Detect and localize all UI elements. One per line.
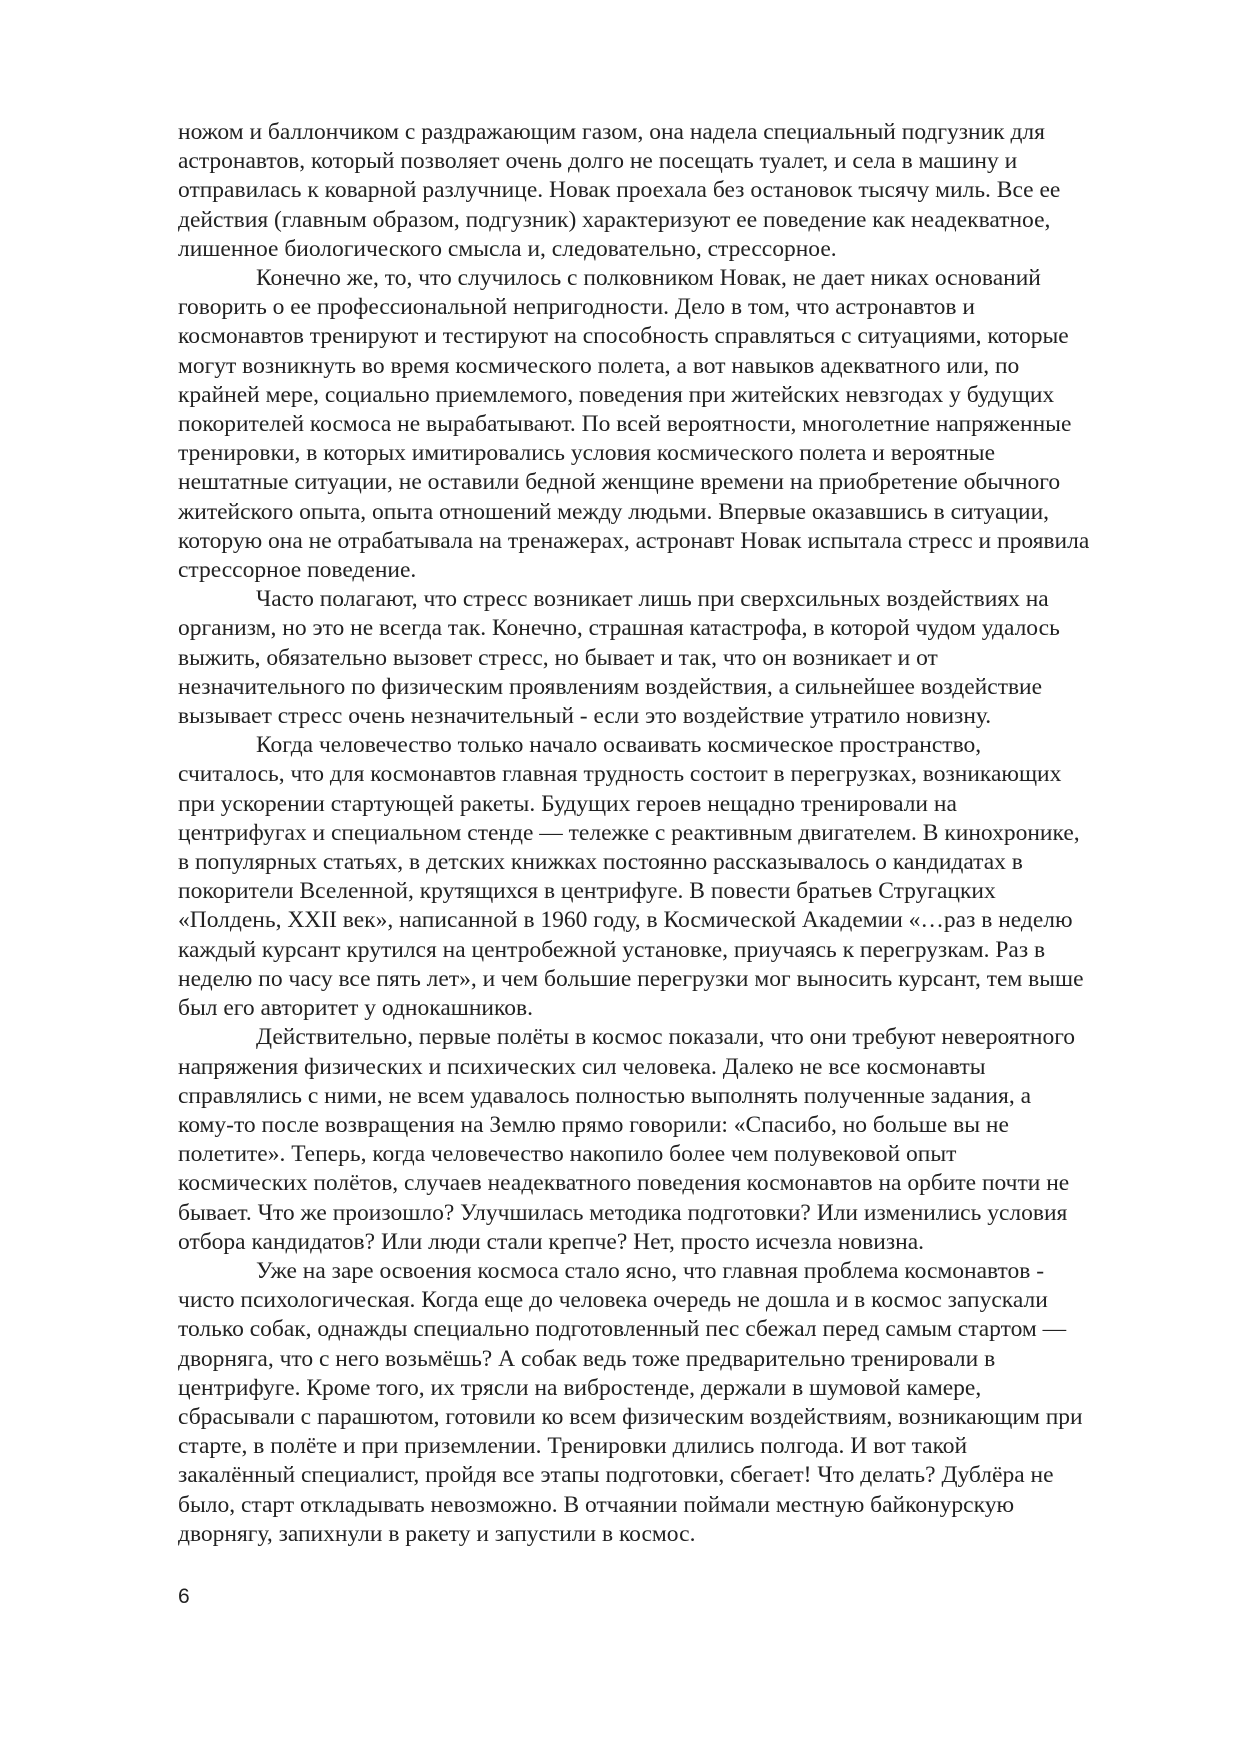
text-line: дворняга, что с него возьмёшь? А собак ведь тоже предварительно тренировали в [178,1345,996,1372]
text-line: бывает. Что же произошло? Улучшилась методика подготовки? Или изменились условия [178,1199,1068,1226]
text-line: крайней мере, социально приемлемого, поведения при житейских невзгодах у будущих [178,381,1055,408]
text-line: при ускорении стартующей ракеты. Будущих героев нещадно тренировали на [178,790,957,817]
paragraph [178,585,1158,731]
text-line: центрифуге. Кроме того, их трясли на вибростенде, держали в шумовой камере, [178,1374,982,1401]
text-line: считалось, что для космонавтов главная трудность состоит в перегрузках, возникающих [178,761,1062,788]
text-line: дворнягу, запихнули в ракету и запустили в космос. [178,1520,696,1547]
paragraph [178,118,1158,264]
text-line: отправилась к коварной разлучнице. Новак проехала без остановок тысячу миль. Все ее [178,177,1061,204]
text-line: Действительно, первые полёты в космос показали, что они требуют невероятного [256,1024,1076,1051]
text-line: кому-то после возвращения на Землю прямо говорили: «Спасибо, но больше вы не [178,1111,1009,1138]
text-line: лишенное биологического смысла и, следовательно, стрессорное. [178,235,837,262]
text-line: незначительного по физическим проявлениям воздействия, а сильнейшее воздействие [178,673,1043,700]
text-line: Часто полагают, что стресс возникает лишь при сверхсильных воздействиях на [256,586,1049,613]
text-line: говорить о ее профессиональной непригодности. Дело в том, что астронавтов и [178,294,975,321]
text-line: отбора кандидатов? Или люди стали крепче? Нет, просто исчезла новизна. [178,1228,925,1255]
paragraph [178,264,1158,585]
text-line: напряжения физических и психических сил человека. Далеко не все космонавты [178,1053,986,1080]
text-line: закалённый специалист, пройдя все этапы подготовки, сбегает! Что делать? Дублёра не [178,1462,1054,1489]
text-line: Когда человечество только начало осваивать космическое пространство, [256,732,982,759]
text-line: покорителей космоса не вырабатывают. По всей вероятности, многолетние напряженные [178,411,1072,438]
text-line: ножом и баллончиком с раздражающим газом, она надела специальный подгузник для [178,119,1045,145]
text-line: справлялись с ними, не всем удавалось полностью выполнять полученные задания, а [178,1082,1031,1109]
text-line: старте, в полёте и при приземлении. Тренировки длились полгода. И вот такой [178,1433,968,1460]
paragraph [178,1023,1158,1257]
text-line: которую она не отрабатывала на тренажерах, астронавт Новак испытала стресс и проявила [178,527,1090,554]
text-line: выжить, обязательно вызовет стресс, но бывает и так, что он возникает и от [178,644,938,671]
text-line: действия (главным образом, подгузник) характеризуют ее поведение как неадекватное, [178,206,1051,233]
text-line: нештатные ситуации, не оставили бедной женщине времени на приобретение обычного [178,469,1061,496]
page-number: 6 [178,1585,190,1608]
paragraph [178,1257,1158,1549]
text-line: только собак, однажды специально подготовленный пес сбежал перед самым стартом — [178,1316,1067,1343]
text-line: Конечно же, то, что случилось с полковником Новак, не дает никах оснований [256,265,1041,292]
text-line: житейского опыта, опыта отношений между людьми. Впервые оказавшись в ситуации, [178,498,1050,525]
text-line: покорители Вселенной, крутящихся в центрифуге. В повести братьев Стругацких [178,878,996,905]
text-line: организм, но это не всегда так. Конечно, страшная катастрофа, в которой чудом удалось [178,615,1060,642]
text-line: в популярных статьях, в детских книжках постоянно рассказывалось о кандидатах в [178,849,1023,876]
text-line: было, старт откладывать невозможно. В отчаянии поймали местную байконурскую [178,1491,1014,1518]
text-line: вызывает стресс очень незначительный - если это воздействие утратило новизну. [178,703,992,730]
body-text [178,118,1158,1549]
paragraph [178,731,1158,1023]
text-line: тренировки, в которых имитировались условия космического полета и вероятные [178,440,996,467]
text-line: космонавтов тренируют и тестируют на способность справляться с ситуациями, которые [178,323,1069,350]
text-line: «Полдень, XXII век», написанной в 1960 году, в Космической Академии «…раз в неделю [178,907,1073,934]
text-line: Уже на заре освоения космоса стало ясно, что главная проблема космонавтов - [256,1257,1045,1284]
text-line: полетите». Теперь, когда человечество накопило более чем полувековой опыт [178,1141,957,1168]
text-line: чисто психологическая. Когда еще до человека очередь не дошла и в космос запускали [178,1287,1048,1314]
text-line: космических полётов, случаев неадекватного поведения космонавтов на орбите почти не [178,1170,1070,1197]
text-line: был его авторитет у однокашников. [178,995,533,1022]
text-line: стрессорное поведение. [178,557,417,584]
text-line: неделю по часу все пять лет», и чем бoльшие перегрузки мог выносить курсант, тем выше [178,965,1084,992]
text-line: астронавтов, который позволяет очень долго не посещать туалет, и села в машину и [178,148,1018,175]
text-line: могут возникнуть во время космического полета, а вот навыков адекватного или, по [178,352,1020,379]
text-line: центрифугах и специальном стенде — тележке с реактивным двигателем. В кинохронике, [178,819,1080,846]
text-line: каждый курсант крутился на центробежной установке, приучаясь к перегрузкам. Раз в [178,936,1046,963]
text-line: сбрасывали с парашютом, готовили ко всем физическим воздействиям, возникающим при [178,1403,1083,1430]
